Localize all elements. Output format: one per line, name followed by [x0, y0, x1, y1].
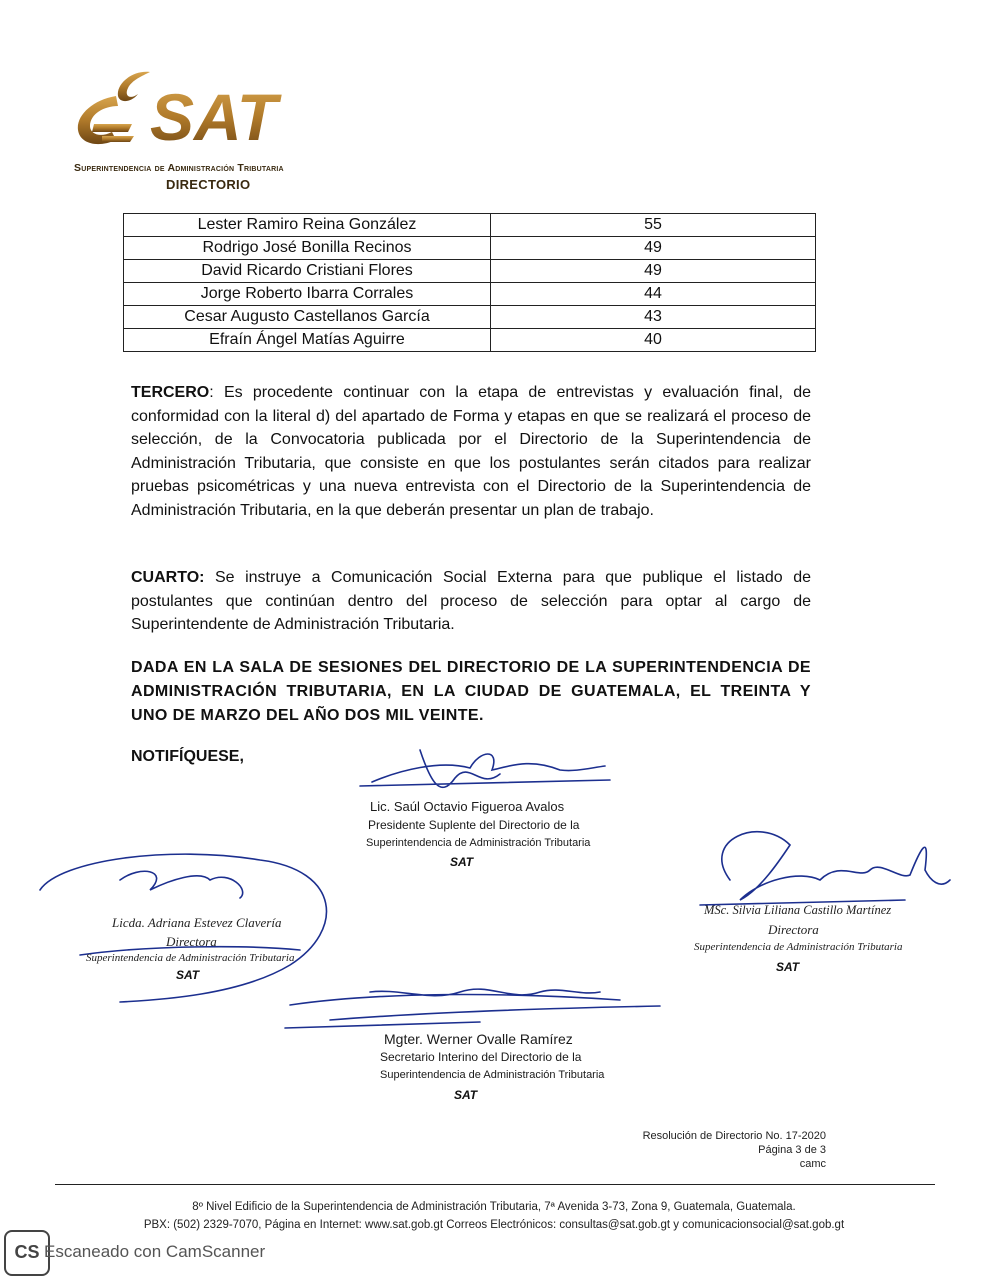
president-title: Presidente Suplente del Directorio de la — [368, 818, 580, 832]
director-left-stamp: SAT — [176, 968, 200, 982]
table-row — [124, 214, 816, 237]
candidate-name: Cesar Augusto Castellanos García — [124, 306, 491, 329]
president-name: Lic. Saúl Octavio Figueroa Avalos — [370, 799, 565, 814]
initials: camc — [799, 1158, 826, 1170]
secretary-stamp: SAT — [454, 1088, 478, 1102]
president-signature-stroke — [360, 750, 610, 787]
tercero-text: : Es procedente continuar con la etapa de entrevistas y evaluación final, de conformidad con la literal d) del apartado de Forma y etapas en que se realizará el proceso de selección, de la Convocatoria publicada por el Directorio de la Superintendencia de Administración Tributaria, que consiste en que los postulantes serán citados para realizar pruebas psicométricas y una nueva entrevista con el Directorio de la Superintendencia de Administración Tributaria, en la que deberán presentar un plan de trabajo. — [131, 384, 811, 519]
director-right-stamp: SAT — [776, 960, 800, 974]
candidate-name: Efraín Ángel Matías Aguirre — [124, 329, 491, 352]
sat-logo — [72, 66, 372, 166]
president-stamp: SAT — [450, 855, 474, 869]
secretary-signature-stroke — [285, 989, 660, 1028]
candidate-score: 44 — [491, 283, 816, 306]
cuarto-text: Se instruye a Comunicación Social Externa para que publique el listado de postulantes que continúan dentro del proceso de selección para optar al cargo de Superintendente de Administración Tributaria. — [131, 569, 811, 633]
footer-address: 8º Nivel Edificio de la Superintendencia de Administración Tributaria, 7ª Avenida 3-73, Zona 9, Guatemala, Guatemala. — [192, 1201, 796, 1213]
tercero-label: TERCERO — [131, 384, 210, 401]
director-right-org: Superintendencia de Administración Tributaria — [694, 941, 903, 953]
candidate-name: Rodrigo José Bonilla Recinos — [124, 237, 491, 260]
president-org: Superintendencia de Administración Tributaria — [366, 837, 591, 849]
footer-divider — [55, 1184, 935, 1185]
candidate-name: Lester Ramiro Reina González — [124, 214, 491, 237]
director-left-name: Licda. Adriana Estevez Clavería — [112, 915, 282, 930]
page-number: Página 3 de 3 — [758, 1144, 826, 1156]
director-right-title: Directora — [768, 922, 819, 937]
org-name: Superintendencia de Administración Tributaria — [74, 162, 284, 174]
table-row — [124, 283, 816, 306]
table-row — [124, 260, 816, 283]
department-name: DIRECTORIO — [166, 177, 251, 192]
candidates-table — [123, 213, 816, 352]
resolution-number: Resolución de Directorio No. 17-2020 — [642, 1130, 826, 1142]
candidate-score: 43 — [491, 306, 816, 329]
secretary-name: Mgter. Werner Ovalle Ramírez — [384, 1031, 573, 1047]
candidate-name: David Ricardo Cristiani Flores — [124, 260, 491, 283]
director-right-name: MSc. Silvia Liliana Castillo Martínez — [704, 903, 892, 917]
cuarto-paragraph — [131, 566, 811, 637]
director-left-org: Superintendencia de Administración Tributaria — [86, 952, 295, 964]
sat-logo-text: SAT — [150, 80, 278, 154]
table-row — [124, 237, 816, 260]
tercero-paragraph — [131, 381, 811, 522]
candidate-score: 49 — [491, 237, 816, 260]
candidate-score: 40 — [491, 329, 816, 352]
footer-contact: PBX: (502) 2329-7070, Página en Internet: www.sat.gob.gt Correos Electrónicos: consultas@sat.gob.gt y comunicacionsocial@sat.gob.gt — [143, 1219, 845, 1231]
candidate-score: 49 — [491, 260, 816, 283]
secretary-org: Superintendencia de Administración Tributaria — [380, 1069, 605, 1081]
candidate-name: Jorge Roberto Ibarra Corrales — [124, 283, 491, 306]
table-row — [124, 329, 816, 352]
candidate-score: 55 — [491, 214, 816, 237]
dada-paragraph: DADA EN LA SALA DE SESIONES DEL DIRECTORIO DE LA SUPERINTENDENCIA DE ADMINISTRACIÓN TRIBUTARIA, EN LA CIUDAD DE GUATEMALA, EL TREINTA Y UNO DE MARZO DEL AÑO DOS MIL VEINTE. — [131, 659, 811, 724]
cuarto-label: CUARTO: — [131, 569, 205, 586]
camscanner-label: Escaneado con CamScanner — [44, 1242, 266, 1261]
director-right-signature-stroke — [700, 832, 950, 905]
notifiquese: NOTIFÍQUESE, — [131, 748, 244, 765]
secretary-title: Secretario Interino del Directorio de la — [380, 1050, 582, 1064]
camscanner-badge: CS — [4, 1230, 50, 1276]
director-left-title: Directora — [166, 934, 217, 949]
table-row — [124, 306, 816, 329]
